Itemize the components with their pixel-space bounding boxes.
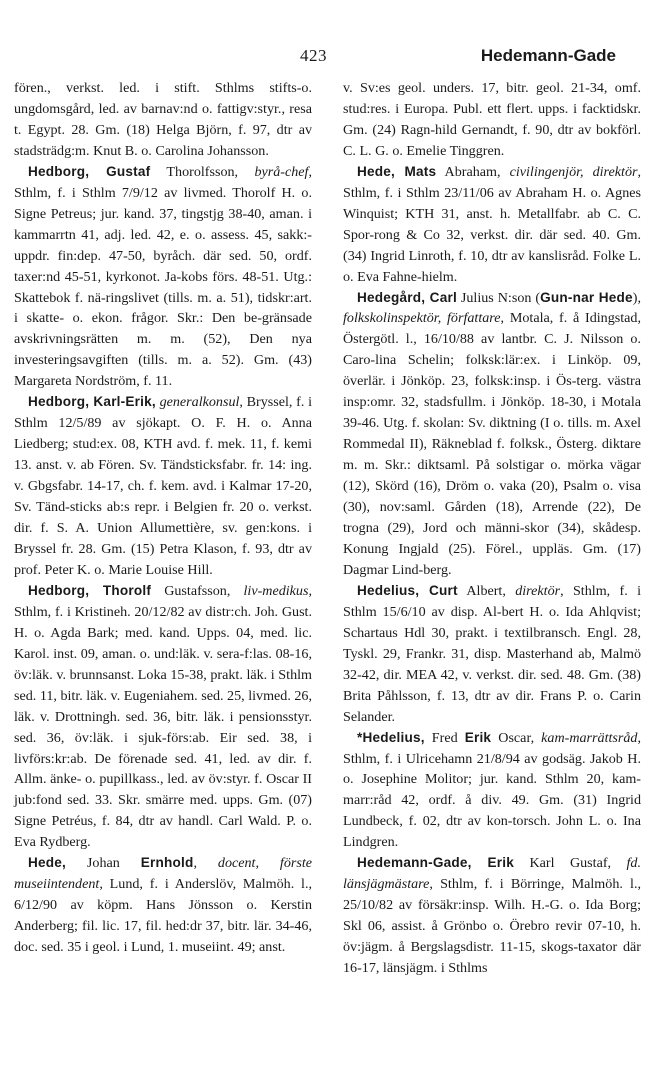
entry-biography: , Sthlm, f. i Sthlm 15/6/10 av disp. Al-bert H. o. Ida Ahlqvist; Schartaus Hdl 30, prakt. i textilbransch. Engl. 28, Tyskl. 29, Frankr. 31, disp. Masterhand ab, Malmö 32-42, dir. MEA 42, v. verkst. dir. sed. 48. Gm. (38) Brita Påhlsson, f. 13, dtr av dir. Frans P. o. Carin Selander. xyxy=(343,582,641,725)
entry-occupation: civilingenjör, direktör xyxy=(509,163,638,180)
biography-entry xyxy=(343,288,641,581)
entry-occupation: direktör xyxy=(515,582,561,599)
entry-occupation: kam-marrättsråd xyxy=(541,729,638,746)
biography-entry xyxy=(14,853,312,958)
entry-name: Hede, xyxy=(28,855,67,871)
biography-entry xyxy=(343,853,641,979)
biography-entry xyxy=(343,162,641,288)
entry-given-names-rest: ), xyxy=(632,289,641,306)
entry-occupation: liv-medikus xyxy=(243,582,309,599)
entry-given-names: Karl Gustaf, xyxy=(514,855,627,872)
entry-called-name: Ernhold xyxy=(140,855,194,871)
entry-given-names: Fred xyxy=(424,729,465,746)
entry-continuation xyxy=(343,78,641,162)
entry-given-names: Julius N:son ( xyxy=(456,289,541,306)
biography-entry xyxy=(14,581,312,853)
right-column xyxy=(343,78,641,979)
entry-biography: , Sthlm, f. i Kristineh. 20/12/82 av distr:ch. Joh. Gust. H. o. Agda Bark; med. kand. Upps. 04, med. lic. Karol. inst. 09, aman. o. und:läk. v. sera-f:las. 08-16, öv:läk. v. brunnsanst. Loka 15-38, prakt. läk. i Sthlm sed. 11, bitr. läk. v. Eugeniahem. sed. 25, livmed. 26, läk. v. Drottningh. sed. 36, bitr. läk. i pensionsstyr. sed. 36, öv:läk. i sjuk-förs:ab. Eir sed. 38, i livförs:kr:ab. De förenade sed. 41, led. av dir. f. Allm. änke- o. pupillkass., led. av öv:styr. f. Oscar II jub:fond sed. 33. Skr. smärre med. upps. Gm. (07) Signe Petréus, f. 84, dtr av handl. Carl Wald. P. o. Eva Rydberg. xyxy=(14,582,313,851)
biography-entry xyxy=(343,728,641,854)
page-header xyxy=(0,46,656,70)
entry-called-name: Erik xyxy=(464,729,492,745)
biography-entry xyxy=(343,581,641,728)
entry-biography: , Lund, f. i Anderslöv, Malmöh. l., 6/12/90 av köpm. Hans Jönsson o. Kerstin Anderberg; fil. lic. 17, fil. hed:dr 37, bitr. lär. 34-46, doc. sed. 35 i geol. i Lund, 1. museiint. 49; anst. xyxy=(14,876,312,956)
entry-given-names: Gustafsson, xyxy=(151,582,244,599)
entry-name: Hedemann-Gade, Erik xyxy=(357,855,514,871)
entry-occupation: docent, förste museiintendent xyxy=(14,855,313,893)
entry-occupation: byrå-chef xyxy=(254,163,309,180)
entry-biography: v. Sv:es geol. unders. 17, bitr. geol. 21-34, omf. stud:res. i Europa. Publ. ett flert. upps. i facktidskr. Gm. (24) Ragn-hild Gernandt, f. 90, dtr av bokförl. C. L. G. o. Emelie Tinggren. xyxy=(343,80,641,159)
entry-biography: , Sthlm, f. i Sthlm 7/9/12 av livmed. Thorolf H. o. Signe Petreus; jur. kand. 37, tingstjg 38-40, aman. i kammarrtn 41, adj. led. 42, e. o. assess. 45, sakk:-uppdr. fin:dep. 47-50, byråch. där sed. 50, ordf. taxer:nd 45-51, kyrkonot. Ja-kobs förs. 48-51. Utg.: Skattebok f. nä-ringslivet (tills. m. a. 51), tidskr:art. i skatte- o. ekon. frågor. Skr.: Den be-gränsade avskrivningsrätten m. m. (52), Den nya investeringsavgiften (tills. m. a. 52). Gm. (43) Margareta Nordström, f. 11. xyxy=(14,163,312,390)
left-column xyxy=(14,78,312,958)
entry-given-names: Johan xyxy=(66,855,141,872)
entry-given-names: Albert, xyxy=(457,582,516,599)
entry-name: Hedegård, Carl xyxy=(357,289,457,305)
entry-occupation: folkskolinspektör, författare xyxy=(343,310,501,327)
entry-occupation: generalkonsul xyxy=(159,394,240,411)
entry-biography: fören., verkst. led. i stift. Sthlms stifts-o. ungdomsgård, led. av barnav:nd o. fattigv:styr., resa t. Egypt. 28. Gm. (18) Helga Björn, f. 97, dtr av stadsträdg:m. Knut B. o. Carolina Johansson. xyxy=(14,80,312,159)
entry-biography: , Sthlm, f. i Sthlm 23/11/06 av Abraham H. o. Agnes Winquist; KTH 31, anst. h. Metallfabr. ab C. C. Spor-rong & Co 32, verkst. dir. där sed. 40. Gm. (34) Ingrid Linroth, f. 10, dtr av kanslisråd. Folke L. o. Eva Fahne-hielm. xyxy=(343,163,642,285)
entry-name: Hedborg, Thorolf xyxy=(28,582,152,598)
entry-biography: , Motala, f. å Idingstad, Östergötl. l., 16/10/88 av lantbr. C. J. Nilsson o. Caro-lina Schelin; folksk:lär:ex. i Linköp. 09, överlär. i Jönköp. 23, folksk:insp. i Ös-terg. västra insp:omr. 32, stadsfullm. i Jönköp. 18-30, i Motala 39-46. Utg. f. skolan: Sv. diktning (I o. tills. m. Axel Rommedal II), Räkneblad f. folksk., Österg. diktare m. m. Skr.: diktsaml. På solstigar o. mörka vägar (12), Skörd (16), Dröm o. vaka (20), Psalm o. visa (30), nov:saml. Gården (18), Arrende (22), De trogna (29), Jord och männi-skor (34), skådesp. Konung Ingjald (25). Förel., uppläs. Gm. (17) Dagmar Lind-berg. xyxy=(343,310,642,578)
entry-name: *Hedelius, xyxy=(357,729,425,745)
entry-biography: , Sthlm, f. i Ulricehamn 21/8/94 av godsäg. Jakob H. o. Josephine Molitor; jur. kand. Sthlm 20, kam-marr:råd 42, ordf. å div. 49. Gm. (31) Ingrid Lundbeck, f. 02, dtr av kon-torsch. John L. o. Ina Lindgren. xyxy=(343,729,641,851)
entry-biography: , Sthlm, f. i Börringe, Malmöh. l., 25/10/82 av försäkr:insp. Wilh. H.-G. o. Ida Borg; Skl 06, assist. å Grönbo o. Örebro revir 07-10, h. öv:jägm. å Bergslagsdistr. 11-15, skogs-taxator där 16-17, länsjägm. i Sthlms xyxy=(343,876,641,977)
entry-given-names-rest: Oscar, xyxy=(491,729,542,746)
biography-entry xyxy=(14,392,312,581)
entry-occupation: fd. länsjägmästare xyxy=(343,855,641,893)
entry-name: Hede, Mats xyxy=(357,163,437,179)
entry-called-name: Gun-nar Hede xyxy=(540,289,633,305)
running-head: Hedemann-Gade xyxy=(480,46,616,65)
entry-biography: , Bryssel, f. i Sthlm 12/5/89 av sjökapt. O. F. H. o. Anna Liedberg; stud:ex. 08, KTH avd. f. mek. 11, f. kemi 13. anst. v. ab Fören. Sv. Tändsticksfabr. fr. 14: ing. v. Gbgsfabr. 14-17, ch. f. kem. avd. i Kalmar 17-20, Sv. Tänd-sticks ab:s repr. i Belgien fr. 20 o. verkst. dir. f. S. A. Union Allumettière, sv. gen:kons. i Bryssel fr. 28. Gm. (15) Petra Klason, f. 93, dtr av prof. Peter K. o. Marie Louise Hill. xyxy=(14,394,312,578)
entry-given-names-rest: , xyxy=(193,855,218,872)
biography-entry xyxy=(14,162,312,392)
entry-continuation xyxy=(14,78,312,162)
page-number: 423 xyxy=(300,46,327,65)
entry-name: Hedelius, Curt xyxy=(357,582,458,598)
entry-name: Hedborg, Karl-Erik, xyxy=(28,394,156,410)
entry-given-names: Thorolfsson, xyxy=(150,163,255,180)
entry-name: Hedborg, Gustaf xyxy=(28,163,151,179)
entry-given-names: Abraham, xyxy=(436,163,510,180)
